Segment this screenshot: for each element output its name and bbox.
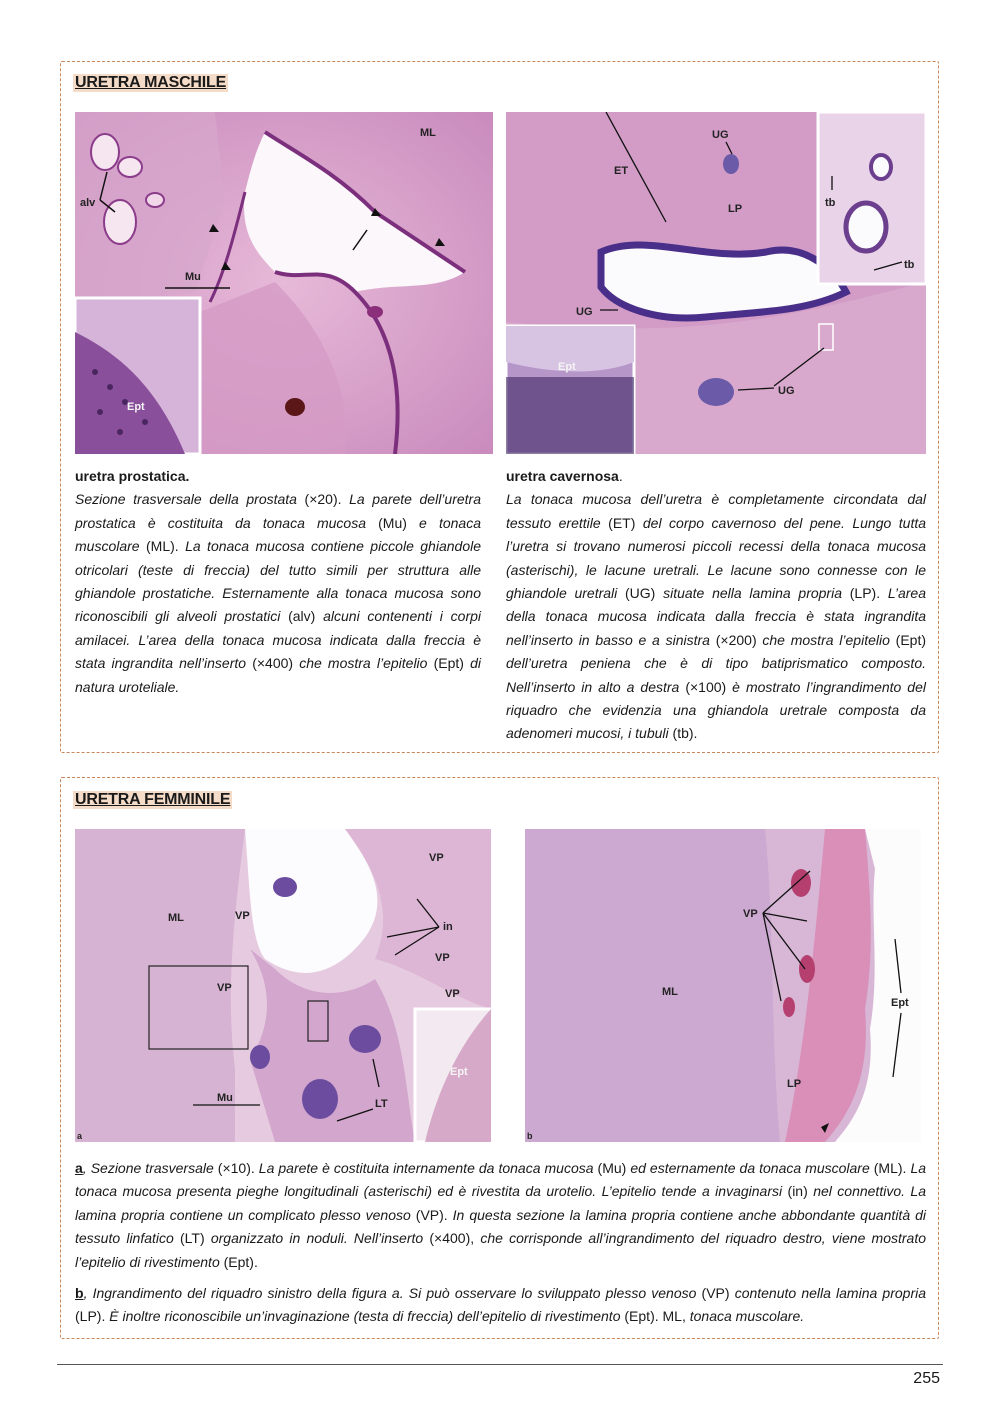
caption-title: uretra cavernosa xyxy=(506,468,619,484)
caption-run: (×10). xyxy=(217,1160,259,1176)
page-number: 255 xyxy=(913,1370,940,1387)
caption-run: (LP). xyxy=(75,1308,110,1325)
figure-female-urethra-a xyxy=(75,829,491,1142)
figure-cavernous-urethra xyxy=(506,112,926,454)
caption-run: (Ept) xyxy=(895,631,927,648)
caption-run: L’area della tonaca mucosa indicata dalla freccia è stata ingrandita nell’inserto in basso e a sinistra xyxy=(506,585,926,648)
label-ml: ML xyxy=(420,127,436,139)
label-ept: Ept xyxy=(891,997,909,1009)
caption-text xyxy=(75,1285,926,1324)
caption-run: (Ept). xyxy=(223,1253,258,1270)
label-alv: alv xyxy=(80,197,96,209)
panel-letter-b: b xyxy=(527,1131,533,1141)
caption-title: uretra prostatica. xyxy=(75,468,190,484)
label-lt: LT xyxy=(375,1098,388,1110)
label-vp: VP xyxy=(235,910,250,922)
caption-run: (Mu) xyxy=(378,514,420,531)
caption-cavernous-urethra xyxy=(506,465,926,746)
panel-letter-a: a xyxy=(77,1131,83,1141)
label-mu: Mu xyxy=(185,271,201,283)
figure-prostatic-urethra xyxy=(75,112,493,454)
label-tb: tb xyxy=(904,259,915,271)
label-ml: ML xyxy=(662,986,678,998)
caption-run: (LT) xyxy=(180,1230,211,1247)
label-ug: UG xyxy=(712,129,729,141)
caption-run: (×200) xyxy=(715,631,763,648)
label-vp: VP xyxy=(743,908,758,920)
caption-run: (ML). xyxy=(146,538,186,555)
caption-run: alcuni contenenti i corpi amilacei. L’area della tonaca mucosa indicata dalla freccia è stata ingrandita nell’inserto xyxy=(75,608,481,672)
caption-prostatic-urethra xyxy=(75,465,481,699)
caption-run: (×400), xyxy=(429,1230,481,1247)
caption-run: (LP). xyxy=(849,585,888,602)
caption-run: Sezione trasversale della prostata xyxy=(75,491,305,508)
caption-run: , Ingrandimento del riquadro sinistro della figura a. Si può osservare lo sviluppato plesso venoso xyxy=(83,1285,702,1301)
caption-run: La tonaca mucosa dell’uretra è completamente circondata dal tessuto erettile xyxy=(506,491,926,531)
label-ug: UG xyxy=(778,385,795,397)
caption-run: (UG) xyxy=(625,585,664,602)
footer-rule xyxy=(57,1364,943,1365)
caption-run: La tonaca mucosa contiene piccole ghiandole otricolari (teste di freccia) del tutto simili per struttura alle ghiandole prostatiche. Esternamente alla tonaca mucosa sono riconoscibili gli alveoli prostatici xyxy=(75,538,481,625)
caption-female-b xyxy=(75,1282,926,1329)
caption-text xyxy=(75,1160,926,1270)
caption-run: nel connettivo. La lamina propria contiene un complicato plesso venoso xyxy=(75,1183,926,1223)
caption-run: (Mu) xyxy=(597,1160,631,1176)
label-ug: UG xyxy=(576,306,593,318)
label-in: in xyxy=(443,921,453,933)
label-ept: Ept xyxy=(558,361,576,373)
label-vp: VP xyxy=(445,988,460,1000)
caption-run: (VP) xyxy=(701,1285,735,1301)
caption-lead-a: a xyxy=(75,1160,83,1176)
label-ml: ML xyxy=(168,912,184,924)
caption-run: La tonaca mucosa presenta pieghe longitudinali (asterischi) ed è rivestita da urotelio. L’epitelio tende a invaginarsi xyxy=(75,1160,927,1200)
caption-run: tonaca muscolare. xyxy=(689,1308,805,1325)
caption-run: e tonaca muscolare xyxy=(75,514,481,555)
label-lp: LP xyxy=(728,203,743,215)
caption-title-end: . xyxy=(618,468,623,484)
caption-run: (ET) xyxy=(608,514,643,531)
caption-female-a xyxy=(75,1157,926,1274)
caption-run: (×100) xyxy=(685,678,733,695)
section-title-male: URETRA MASCHILE xyxy=(75,74,227,91)
caption-run: La parete è costituita internamente da tonaca mucosa xyxy=(258,1160,598,1176)
caption-run: (tb). xyxy=(672,725,698,742)
caption-run: che mostra l’epitelio xyxy=(762,631,896,648)
label-tb: tb xyxy=(825,197,836,209)
caption-run: (ML). xyxy=(873,1160,911,1176)
label-et: ET xyxy=(614,165,629,177)
caption-run: che corrisponde all’ingrandimento del riquadro destro, viene mostrato l’epitelio di rivestimento xyxy=(75,1230,927,1270)
caption-run: dell’uretra peniena che è di tipo batiprismatico composto. Nell’inserto in alto a destra xyxy=(506,655,926,695)
caption-run: (Ept). ML, xyxy=(624,1308,690,1325)
caption-run: è mostrato l’ingrandimento del riquadro che evidenzia una ghiandola uretrale composta da adenomeri mucosi, i tubuli xyxy=(506,678,926,742)
caption-run: (Ept) xyxy=(433,655,471,672)
caption-lead-b: b xyxy=(75,1285,84,1301)
caption-run: organizzato in noduli. Nell’inserto xyxy=(210,1230,430,1247)
caption-run: (×20). xyxy=(304,491,350,508)
caption-text xyxy=(75,491,481,694)
caption-run: del corpo cavernoso del pene. Lungo tutta l’uretra si trovano numerosi piccoli recessi della tonaca mucosa (asterischi), le lacune uretrali. Le lacune sono connesse con le ghiandole uretrali xyxy=(506,514,927,602)
label-vp: VP xyxy=(435,952,450,964)
caption-run: (alv) xyxy=(288,608,324,625)
caption-run: ed esternamente da tonaca muscolare xyxy=(630,1160,874,1176)
label-mu: Mu xyxy=(217,1092,233,1104)
caption-run: contenuto nella lamina propria xyxy=(734,1285,926,1301)
label-ept: Ept xyxy=(450,1066,468,1078)
label-vp: VP xyxy=(217,982,232,994)
caption-run: situate nella lamina propria xyxy=(663,585,850,602)
label-vp: VP xyxy=(429,852,444,864)
label-ept: Ept xyxy=(127,401,145,413)
caption-run: che mostra l’epitelio xyxy=(299,655,434,672)
caption-run: La parete dell’uretra prostatica è costituita da tonaca mucosa xyxy=(75,491,481,531)
caption-run: È inoltre riconoscibile un’invaginazione (testa di freccia) dell’epitelio di rivestimento xyxy=(109,1308,625,1325)
section-title-female: URETRA FEMMINILE xyxy=(75,791,231,808)
caption-run: (in) xyxy=(787,1183,814,1200)
caption-run: di natura uroteliale. xyxy=(75,655,481,695)
caption-text xyxy=(506,491,926,741)
figure-female-urethra-b xyxy=(525,829,921,1142)
caption-run: In questa sezione la lamina propria contiene anche abbondante quantità di tessuto linfatico xyxy=(75,1206,926,1247)
caption-run: (×400) xyxy=(252,655,300,672)
label-lp: LP xyxy=(787,1078,802,1090)
caption-run: (VP). xyxy=(415,1206,453,1223)
caption-run: , Sezione trasversale xyxy=(82,1160,218,1176)
